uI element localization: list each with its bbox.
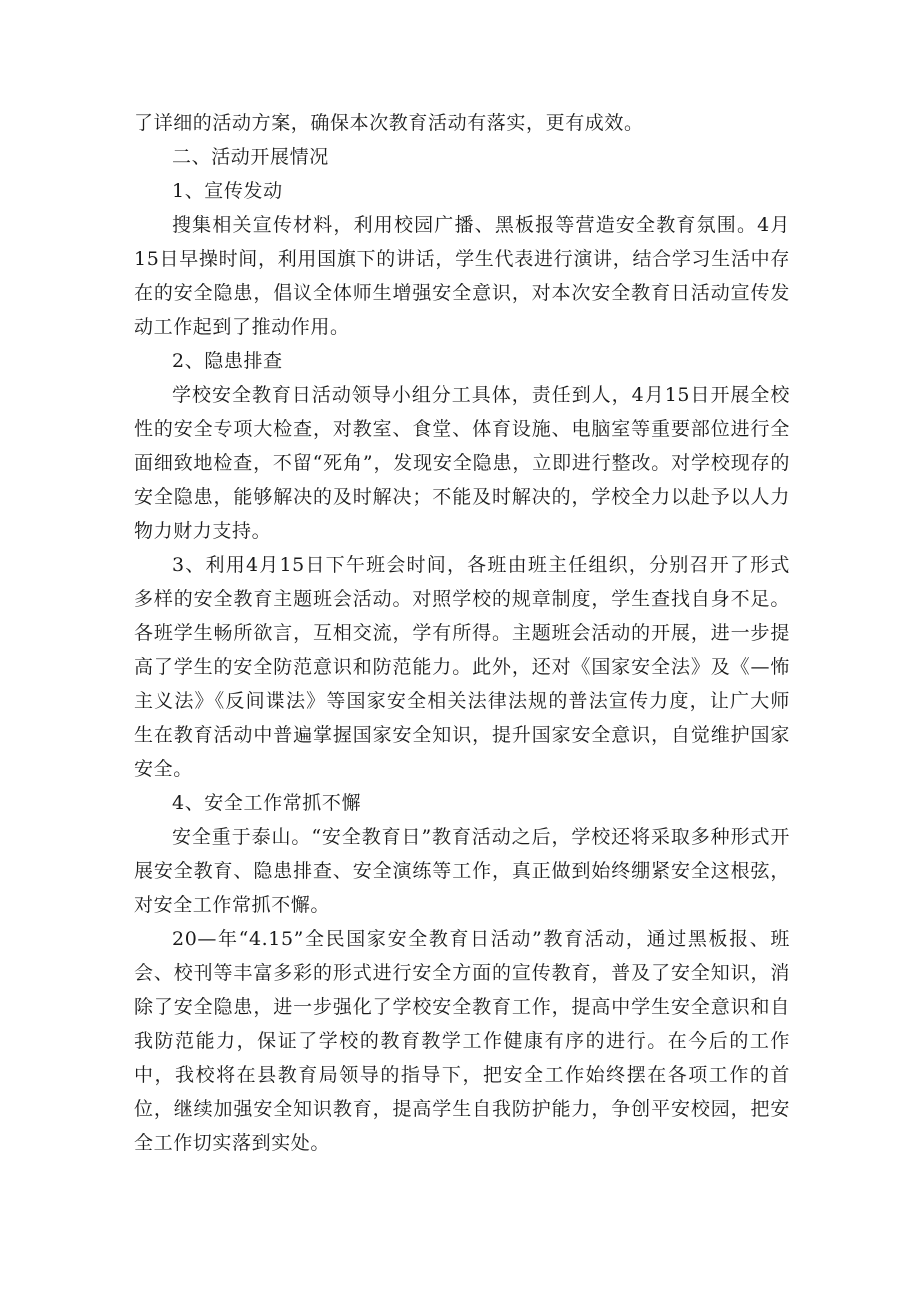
subheading-publicity: 1、宣传发动: [172, 180, 283, 202]
subheading-hazard-inspection: 2、隐患排查: [172, 350, 283, 372]
paragraph-summary: 20—年“4.15”全民国家安全教育日活动”教育活动，通过黑板报、班会、校刊等丰富多彩的形式进行安全方面的宣传教育，普及了安全知识，消除了安全隐患，进一步强化了学校安全教育工作，提高中学生安全意识和自我防范能力，保证了学校的教育教学工作健康有序的进行。在今后的工作中，我校将在县教育局领导的指导下，把安全工作始终摆在各项工作的首位，继续加强安全知识教育，提高学生自我防护能力，争创平安校园，把安全工作切实落到实处。: [134, 928, 790, 1154]
paragraph-continuation: 了详细的活动方案，确保本次教育活动有落实，更有成效。: [134, 112, 644, 134]
paragraph-publicity: 搜集相关宣传材料，利用校园广播、黑板报等营造安全教育氛围。4月15日早操时间，利用国旗下的讲话，学生代表进行演讲，结合学习生活中存在的安全隐患，倡议全体师生增强安全意识，对本次安全教育日活动宣传发动工作起到了推动作用。: [134, 214, 790, 338]
paragraph-continuous-safety: 安全重于泰山。“安全教育日”教育活动之后，学校还将采取多种形式开展安全教育、隐患排查、安全演练等工作，真正做到始终绷紧安全这根弦，对安全工作常抓不懈。: [134, 826, 790, 916]
document-body: [134, 106, 790, 1160]
section-heading-activities: 二、活动开展情况: [172, 146, 329, 168]
paragraph-class-meetings: 3、利用4月15日下午班会时间，各班由班主任组织，分别召开了形式多样的安全教育主题班会活动。对照学校的规章制度，学生查找自身不足。各班学生畅所欲言，互相交流，学有所得。主题班会活动的开展，进一步提高了学生的安全防范意识和防范能力。此外，还对《国家安全法》及《—怖主义法》《反间谍法》等国家安全相关法律法规的普法宣传力度，让广大师生在教育活动中普遍掌握国家安全知识，提升国家安全意识，自觉维护国家安全。: [134, 554, 790, 780]
subheading-continuous-safety: 4、安全工作常抓不懈: [172, 792, 362, 814]
paragraph-hazard-inspection: 学校安全教育日活动领导小组分工具体，责任到人，4月15日开展全校性的安全专项大检查，对教室、食堂、体育设施、电脑室等重要部位进行全面细致地检查，不留“死角”，发现安全隐患，立即进行整改。对学校现存的安全隐患，能够解决的及时解决；不能及时解决的，学校全力以赴予以人力物力财力支持。: [134, 384, 790, 542]
